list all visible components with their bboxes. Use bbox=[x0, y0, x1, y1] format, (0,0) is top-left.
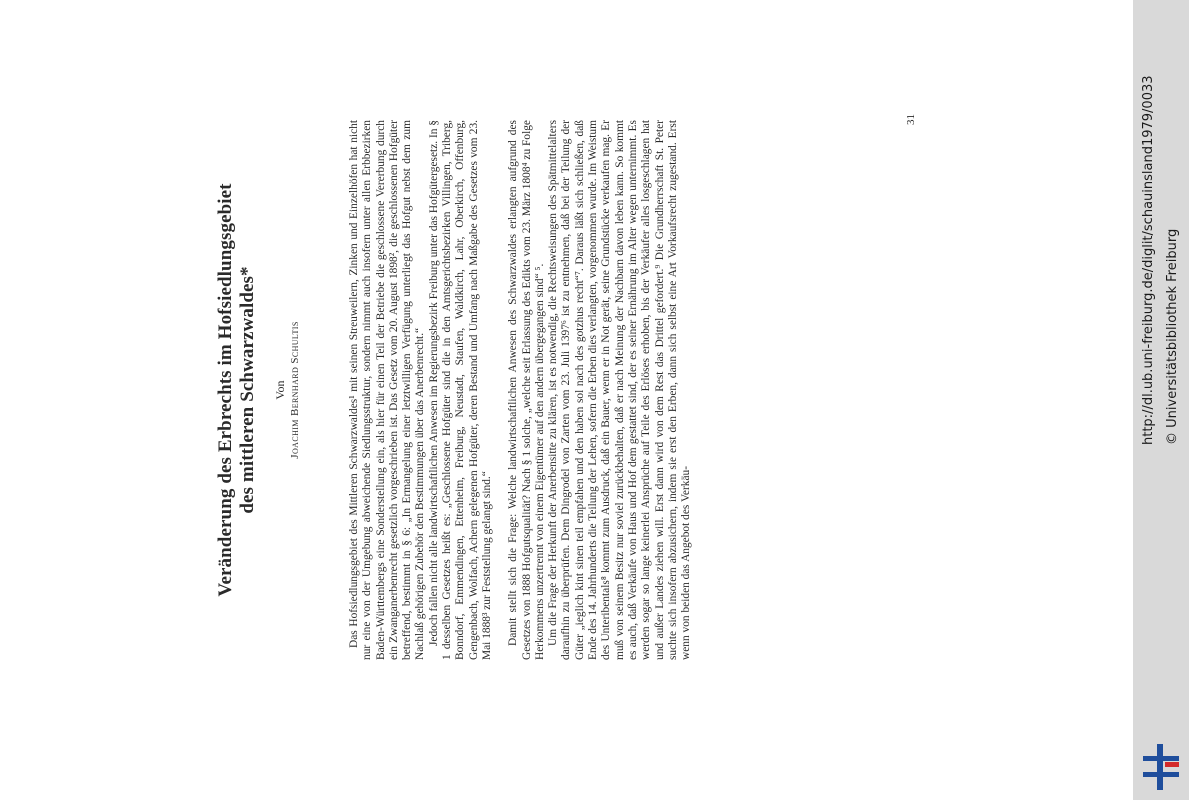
document-page bbox=[215, 114, 917, 680]
article-title-line-2: des mittleren Schwarzwaldes* bbox=[237, 266, 258, 514]
paragraph: Um die Frage der Herkunft der Anerbensitte zu klären, ist es notwendig, die Rechtsweisungen des Spätmittelalters daraufhin zu überprüfen. Dem Dingrodel von Zarten vom 23. Juli 1397⁶ ist zu entnehmen, daß bei der Teilung der Güter „ieglich kint sinen teil empfahen und den haben sol nach des gotzhus recht“⁷. Daraus läßt sich schließen, daß Ende des 14. Jahrhunderts die Teilung der Lehen, sofern die Erben dies verlangten, vorgenommen wurde. Im Weistum des Unteribentals⁸ kommt zum Ausdruck, daß ein Bauer, wenn er in Not gerät, seine Grundstücke verkaufen mag. Er muß von seinem Besitz nur soviel zurückbehalten, daß er nach Meinung der Nachbarn davon leben kann. So kommt es auch, daß Verkäufe von Haus und Hof dem gestattet sind, der es seiner Ernährung im Alter wegen unternimmt. Es werden sogar so lange keinerlei Ansprüche auf Teile des Erlöses erhoben, bis der Verkäufer alles losgeschlagen hat und außer Landes ziehen will. Erst dann wird von dem Rest das Drittel gefordert.⁹ Die Grundherrschaft St. Peter suchte sich insofern abzusichern, indem sie erst den Erben, dann sich selbst eine Art Vorkaufsrecht zugestand. Erst wenn von beiden das Angebot des Verkäu- bbox=[547, 120, 693, 660]
article-title bbox=[215, 120, 259, 660]
article-body bbox=[348, 120, 693, 660]
ub-freiburg-logo-icon bbox=[1141, 742, 1181, 792]
byline-von: Von bbox=[273, 380, 287, 400]
viewer-sidebar bbox=[1133, 0, 1189, 800]
author-name: Joachim Bernhard Schultis bbox=[289, 321, 301, 459]
paragraph: Das Hofsiedlungsgebiet des Mittleren Schwarzwaldes¹ mit seinen Streuweilern, Zinken und Einzelhöfen hat nicht nur eine von der Umgebung abweichende Siedlungsstruktur, sondern nimmt auch insofern unter allen Erbbezirken Baden-Württembergs eine Sonderstellung ein, als hier für einen Teil der Betriebe die geschlossene Vererbung durch ein Zwanganerbenrecht gesetzlich vorgeschrieben ist. Das Gesetz vom 20. August 1898², die geschlossenen Hofgüter betreffend, bestimmt in § 6: „In Ermangelung einer letztwilligen Verfügung unterliegt das Hofgut nebst dem zum Nachlaß gehörigen Zubehör den Bestimmungen über das Anerbenrecht.“ bbox=[348, 120, 427, 660]
article-title-line-1: Veränderung des Erbrechts im Hofsiedlungsgebiet bbox=[215, 183, 236, 597]
paragraph: Jedoch fallen nicht alle landwirtschaftlichen Anwesen im Regierungsbezirk Freiburg unter das Hofgütergesetz. In § 1 desselben Gesetzes heißt es: „Geschlossene Hofgüter sind die in den Amtsgerichtsbezirken Villingen, Triberg, Bonndorf, Emmendingen, Ettenheim, Freiburg, Neustadt, Staufen, Waldkirch, Lahr, Oberkirch, Offenburg, Gengenbach, Wolfach, Achern gelegenen Hofgüter, deren Bestand und Umfang nach Maßgabe des Gesetzes vom 23. Mai 1888³ zur Feststellung gelangt sind.“ bbox=[427, 120, 493, 660]
sidebar-rotated-text bbox=[1133, 0, 1189, 800]
rotated-page-content bbox=[215, 114, 917, 660]
source-url-link[interactable]: http://dl.ub.uni-freiburg.de/diglit/schauinsland1979/0033 bbox=[1141, 75, 1156, 445]
copyright-notice: © Universitätsbibliothek Freiburg bbox=[1165, 228, 1180, 445]
page-number: 31 bbox=[905, 114, 917, 125]
paragraph: Damit stellt sich die Frage: Welche landwirtschaftlichen Anwesen des Schwarzwaldes erlangten aufgrund des Gesetzes von 1888 Hofgutsqualität? Nach § 1 solche, „welche seit Erlassung des Edikts vom 23. März 1808⁴ zu Folge Herkommens unzertrennt von einem Eigentümer auf den andern übergegangen sind“ ⁵. bbox=[507, 120, 546, 660]
